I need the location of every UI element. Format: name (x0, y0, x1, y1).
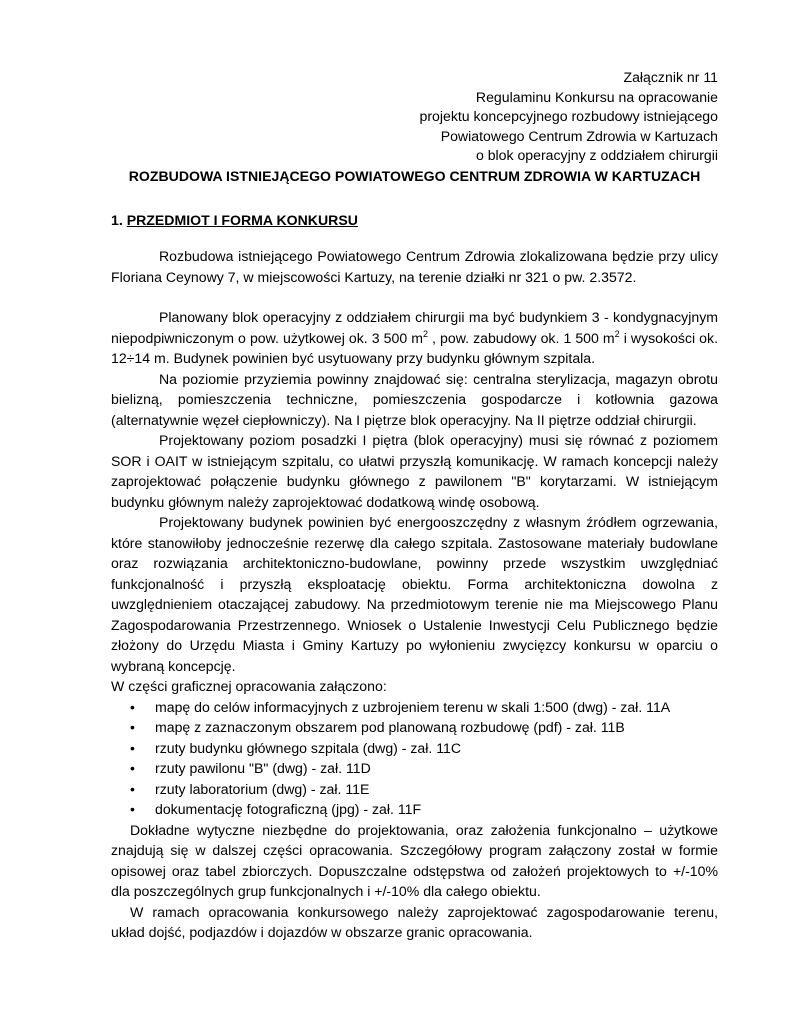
list-item: • mapę do celów informacyjnych z uzbrojeniem terenu w skali 1:500 (dwg) - zał. 11A (111, 697, 718, 718)
attachment-line: Załącznik nr 11 (623, 69, 718, 85)
attachment-line: Powiatowego Centrum Zdrowia w Kartuzach (440, 127, 718, 144)
paragraph-floors: Na poziomie przyziemia powinny znajdować się: centralna sterylizacja, magazyn obrotu bielizną, pomieszczenia techniczne, pomieszczenia gospodarcze i kotłownia gazowa (alternatywnie węzeł ciepłowniczy). Na I piętrze blok operacyjny. Na II piętrze oddział chirurgii. (111, 370, 718, 428)
attachments-list (111, 697, 718, 820)
paragraph-guidelines: Dokładne wytyczne niezbędne do projektowania, oraz założenia funkcjonalno – użytkowe znajdują się w dalszej części opracowania. Szczegółowy program załączony został w formie opisowej oraz tabel zbiorczych. Dopuszczalne odstępstwa od założeń projektowych to +/-10% dla poszczególnych grup funkcjonalnych i +/-10% dla całego obiektu. (111, 821, 718, 899)
paragraph-building-size: Planowany blok operacyjny z oddziałem chirurgii ma być budynkiem 3 - kondygnacyjnym niepodpiwniczonym o pow. użytkowej ok. 3 500 $m^2$ , pow. zabudowy ok. 1 500 $m^2$ i wysokości ok. 12÷14 m. Budynek powinien być usytuowany przy budynku głównym szpitala. (111, 309, 718, 366)
section-title: PRZEDMIOT I FORMA KONKURSU (126, 212, 358, 228)
paragraph-location: Rozbudowa istniejącego Powiatowego Centrum Zdrowia zlokalizowana będzie przy ulicy Floriana Ceynowy 7, w miejscowości Kartuzy, na terenie działki nr 321 o pw. 2.3572. (111, 248, 718, 285)
section-heading (111, 210, 358, 231)
list-intro: W części graficznej opracowania załączono: (111, 678, 387, 694)
attachment-line: Regulaminu Konkursu na opracowanie (475, 88, 718, 105)
attachment-header (419, 68, 718, 166)
document-title: ROZBUDOWA ISTNIEJĄCEGO POWIATOWEGO CENTRUM ZDROWIA W KARTUZACH (128, 168, 701, 184)
document-body (111, 246, 718, 943)
section-number: 1. (111, 212, 123, 228)
list-item: • dokumentację fotograficzną (jpg) - zał. 11F (111, 799, 718, 820)
attachment-line: o blok operacyjny z oddziałem chirurgii (475, 147, 718, 163)
attachment-line: projektu koncepcyjnego rozbudowy istniejącego (419, 108, 718, 124)
paragraph-site-development: W ramach opracowania konkursowego należy zaprojektować zagospodarowanie terenu, układ dojść, podjazdów i dojazdów w obszarze granic opracowania. (111, 903, 718, 940)
paragraph-energy: Projektowany budynek powinien być energooszczędny z własnym źródłem ogrzewania, które stanowiłoby jednocześnie rezerwę dla całego szpitala. Zastosowane materiały budowlane oraz rozwiązania architektoniczno-budowlane, powinny przede wszystkim uwzględniać funkcjonalność i przyszłą eksploatację obiektu. Forma architektoniczna dowolna z uwzględnieniem otaczającej zabudowy. Na przedmiotowym terenie nie ma Miejscowego Planu Zagospodarowania Przestrzennego. Wniosek o Ustalenie Inwestycji Celu Publicznego będzie złożony do Urzędu Miasta i Gminy Kartuzy po wyłonieniu zwycięzcy konkursu w oparciu o wybraną koncepcję. (111, 514, 718, 674)
list-item: • mapę z zaznaczonym obszarem pod planowaną rozbudowę (pdf) - zał. 11B (111, 717, 718, 738)
list-item: • rzuty budynku głównego szpitala (dwg) - zał. 11C (111, 738, 718, 759)
paragraph-floor-level: Projektowany poziom posadzki I piętra (blok operacyjny) musi się równać z poziomem SOR i OAIT w istniejącym szpitalu, co ułatwi przyszłą komunikację. W ramach koncepcji należy zaprojektować połączenie budynku głównego z pawilonem "B" korytarzami. W istniejącym budynku głównym należy zaprojektować dodatkową windę osobową. (111, 432, 718, 510)
list-item: • rzuty pawilonu "B" (dwg) - zał. 11D (111, 758, 718, 779)
list-item: • rzuty laboratorium (dwg) - zał. 11E (111, 779, 718, 800)
